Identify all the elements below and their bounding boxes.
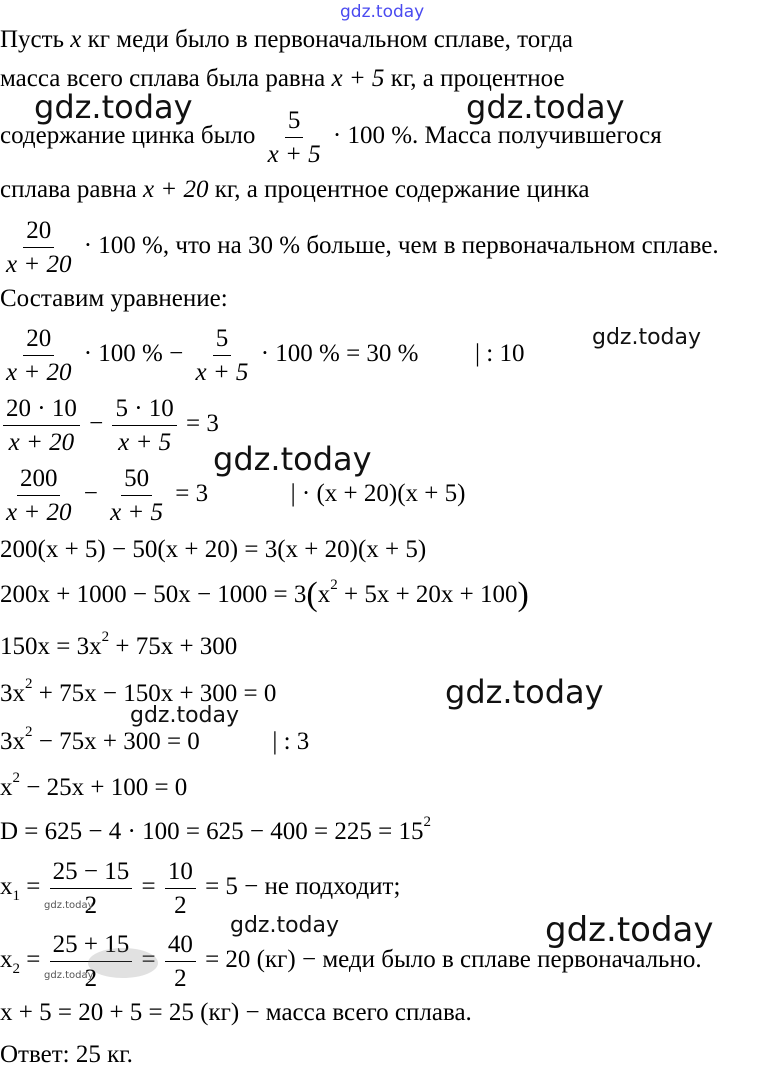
watermark-7: gdz.today [230,913,340,938]
equation-3: $\frac{200}{x + 20}$ − $\frac{50}{x + 5}$ = 3 | · (x + 20)(x + 5) [6,464,466,526]
text-line-1: Пусть x кг меди было в первоначальном сплаве, тогда [0,26,574,53]
text-line-2: масса всего сплава была равна x + 5 кг, а процентное [0,65,565,92]
watermark-6: gdz.today [130,703,240,728]
smudge-mark [88,948,158,978]
equation-12: $x_2$ = $\frac{25 + 15}{2}$ = $\frac{40}{2}$ = 20 (кг) − меди было в сплаве первоначально. [0,930,702,992]
watermark-1: gdz.today [34,88,193,126]
fraction: $\frac{20}{x + 20}$ [6,216,72,278]
text-line-4: сплава равна x + 20 кг, а процентное содержание цинка [0,176,590,203]
equation-4: 200(x + 5) − 50(x + 20) = 3(x + 20)(x + 5) [0,536,427,563]
watermark-tiny-2: gdz.today [44,970,94,981]
equation-13: x + 5 = 20 + 5 = 25 (кг) − масса всего сплава. [0,999,472,1026]
answer-line: Ответ: 25 кг. [0,1041,133,1068]
watermark-4: gdz.today [213,440,372,478]
text-line-3: содержание цинка было $\frac{5}{x + 5}$ · 100 %. Масса получившегося [0,106,662,168]
fraction: $\frac{5}{x + 5}$ [267,106,321,168]
watermark-2: gdz.today [466,88,625,126]
equation-5: $200x + 1000 - 50x - 1000 = 3(x^2 + 5x + 20x + 100)$ [0,576,529,613]
text-line-6: Составим уравнение: [0,285,228,312]
equation-6: $150x = 3x^2 + 75x + 300$ [0,628,238,660]
text-line-5: $\frac{20}{x + 20}$ · 100 %, что на 30 % больше, чем в первоначальном сплаве. [0,214,719,278]
watermark-8: gdz.today [545,910,714,950]
equation-11: $x_1$ = $\frac{25 - 15}{2}$ = $\frac{10}{2}$ = 5 − не подходит; [0,857,401,919]
equation-10: $D = 625 - 4 \cdot 100 = 625 - 400 = 225 = 15^2$ [0,813,431,845]
equation-7: $3x^2 + 75x - 150x + 300 = 0$ [0,675,277,707]
watermark-5: gdz.today [445,673,604,711]
equation-1: $\frac{20}{x + 20}$ · 100 % − $\frac{5}{x + 5}$ · 100 % = 30 % | : 10 [6,324,525,386]
watermark-tiny-1: gdz.today [44,900,94,911]
watermark-3: gdz.today [592,325,702,350]
watermark-top: gdz.today [340,2,425,22]
equation-8: $3x^2 - 75x + 300 = 0$ | : 3 [0,723,310,755]
equation-2: $\frac{20 \cdot 10}{x + 20}$ − $\frac{5 \cdot 10}{x + 5}$ = 3 [0,392,219,456]
equation-9: $x^2 - 25x + 100 = 0$ [0,769,188,801]
